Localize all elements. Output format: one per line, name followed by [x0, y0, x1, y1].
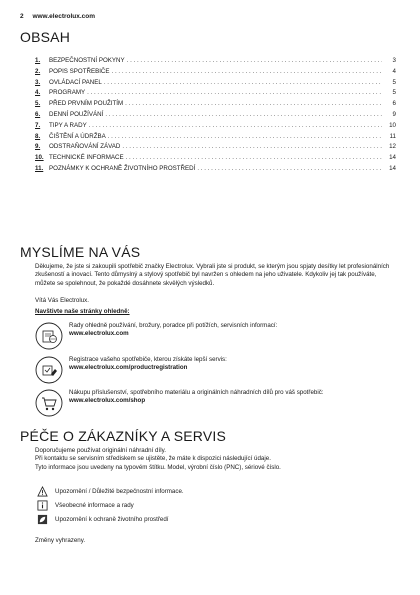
toc-leader-dots — [104, 79, 382, 86]
myslime-heading: MYSLÍME NA VÁS — [20, 244, 141, 260]
toc-title: POZNÁMKY K OCHRANĚ ŽIVOTNÍHO PROSTŘEDÍ — [49, 164, 196, 172]
pece-heading: PÉČE O ZÁKAZNÍKY A SERVIS — [20, 428, 227, 444]
support-row-2 — [35, 356, 395, 384]
toc-page: 12 — [389, 143, 396, 151]
intro-paragraph: Děkujeme, že jste si zakoupili spotřebič značky Electrolux. Vybrali jste si produkt, se kterým jsou spjaty desítky let profesionálních zkušeností a inovací. Tento důmyslný a stylový spotřebič byl navržen s ohledem na jeho uživatele. Kdykoliv jej tak používáte, můžete se spolehnout, že pokaždé dosáhnete skvělých výsledků. — [35, 263, 390, 287]
toc-page: 9 — [392, 110, 396, 118]
shopping-cart-icon — [35, 389, 63, 417]
toc-number: 3. — [35, 78, 41, 86]
toc-leader-dots — [125, 100, 382, 107]
toc-item[interactable] — [35, 122, 396, 133]
toc-number: 5. — [35, 100, 41, 108]
support-row-1-text: Rady ohledně používání, brožury, poradce při potížích, servisních informací: — [69, 322, 278, 329]
toc-page: 6 — [392, 100, 396, 108]
toc-title: ODSTRAŇOVÁNÍ ZÁVAD — [49, 143, 121, 151]
toc-item[interactable] — [35, 133, 396, 144]
page-number: 2 — [20, 13, 24, 20]
toc-leader-dots — [89, 122, 382, 129]
support-row-1 — [35, 322, 395, 350]
toc-page: 5 — [392, 78, 396, 86]
toc-item[interactable] — [35, 100, 396, 111]
toc-number: 1. — [35, 57, 41, 64]
toc-leader-dots — [112, 68, 382, 75]
toc-page: 11 — [389, 132, 396, 140]
toc-leader-dots — [197, 165, 382, 172]
toc-page: 3 — [392, 57, 396, 64]
toc-page: 10 — [389, 121, 396, 129]
toc-title: BEZPEČNOSTNÍ POKYNY — [49, 57, 125, 64]
info-icon — [37, 500, 48, 511]
toc-item[interactable] — [35, 154, 396, 165]
toc-title: DENNÍ POUŽÍVÁNÍ — [49, 110, 104, 118]
toc-item[interactable] — [35, 57, 396, 68]
toc-number: 6. — [35, 110, 41, 118]
toc-title: PROGRAMY — [49, 89, 86, 97]
toc-title: TIPY A RADY — [49, 121, 87, 129]
toc-title: PŘED PRVNÍM POUŽITÍM — [49, 100, 124, 108]
toc-number: 8. — [35, 132, 41, 140]
toc-title: POPIS SPOTŘEBIČE — [49, 67, 110, 75]
toc-leader-dots — [127, 57, 382, 64]
toc-item[interactable] — [35, 111, 396, 122]
toc-number: 2. — [35, 67, 41, 75]
warning-icon — [37, 486, 48, 497]
toc-number: 10. — [35, 154, 44, 162]
support-link-3[interactable]: www.electrolux.com/shop — [69, 397, 146, 405]
support-row-3-text: Nákupu příslušenství, spotřebního materiálu a originálních náhradních dílů pro váš spotřebič: — [69, 389, 324, 396]
toc-leader-dots — [105, 111, 382, 118]
welcome-text: Vítá Vás Electrolux. — [35, 297, 89, 304]
toc-page: 5 — [392, 89, 396, 97]
toc-page: 14 — [389, 154, 396, 162]
table-of-contents — [35, 57, 396, 176]
toc-item[interactable] — [35, 79, 396, 90]
footer-note: Změny vyhrazeny. — [35, 537, 86, 544]
support-row-2-text: Registrace vašeho spotřebiče, kterou získáte lepší servis: — [69, 356, 227, 363]
toc-number: 4. — [35, 89, 41, 97]
toc-leader-dots — [126, 154, 382, 161]
toc-item[interactable] — [35, 89, 396, 100]
toc-heading: OBSAH — [20, 29, 71, 45]
toc-number: 9. — [35, 143, 41, 151]
visit-label: Navštivte naše stránky ohledně: — [35, 308, 130, 315]
website: www.electrolux.com — [32, 13, 96, 20]
toc-number: 7. — [35, 121, 41, 129]
support-link-1[interactable]: www.electrolux.com — [69, 330, 129, 338]
registration-icon — [35, 356, 63, 384]
note-warning: Upozornění / Důležité bezpečnostní informace. — [55, 488, 184, 495]
toc-leader-dots — [87, 89, 382, 96]
toc-title: ČIŠTĚNÍ A ÚDRŽBA — [49, 132, 106, 140]
toc-item[interactable] — [35, 143, 396, 154]
toc-number: 11. — [35, 164, 44, 172]
support-link-2[interactable]: www.electrolux.com/productregistration — [69, 364, 188, 372]
toc-item[interactable] — [35, 165, 396, 176]
toc-page: 14 — [389, 164, 396, 172]
environment-icon — [37, 514, 48, 525]
note-environment: Upozornění k ochraně životního prostředí — [55, 516, 169, 523]
toc-item[interactable] — [35, 68, 396, 79]
toc-leader-dots — [122, 143, 382, 150]
toc-title: OVLÁDACÍ PANEL — [49, 78, 102, 86]
page-header — [20, 13, 95, 20]
pece-paragraph: Doporučujeme používat originální náhradní díly. Při kontaktu se servisním střediskem se ujistěte, že máte k dispozici následující údaje. Tyto informace jsou uvedeny na typovém štítku. Model, výrobní číslo (PNC), sériové číslo. — [35, 447, 281, 471]
book-globe-icon — [35, 322, 63, 350]
note-info: Všeobecné informace a rady — [55, 502, 134, 509]
toc-leader-dots — [108, 133, 382, 140]
support-row-3 — [35, 389, 395, 417]
toc-page: 4 — [392, 67, 396, 75]
toc-title: TECHNICKÉ INFORMACE — [49, 154, 124, 162]
